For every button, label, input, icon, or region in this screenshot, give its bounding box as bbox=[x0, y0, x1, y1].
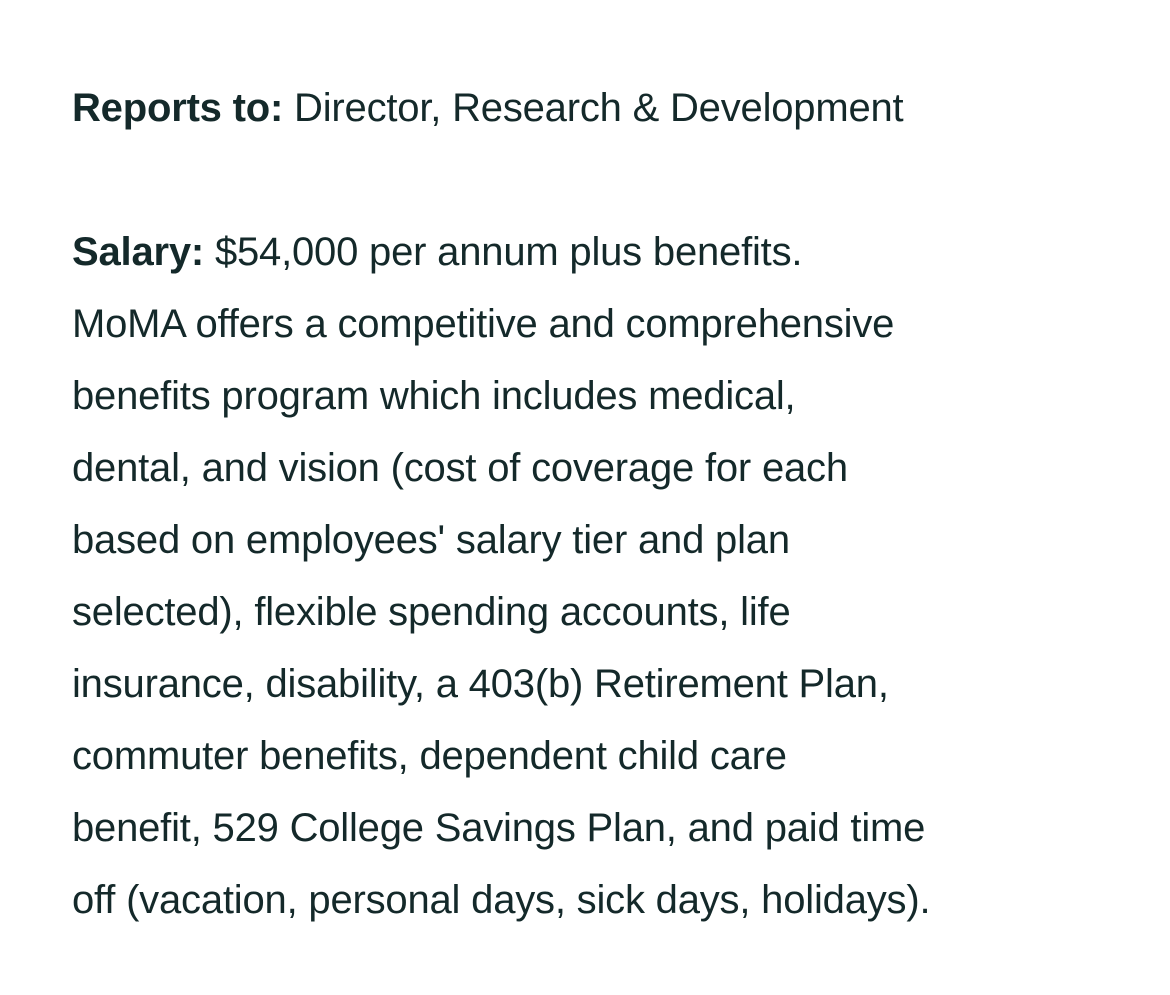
benefits-line: MoMA offers a competitive and comprehensive bbox=[72, 302, 895, 346]
salary-amount: $54,000 per annum plus benefits. bbox=[214, 230, 803, 274]
benefits-line: benefits program which includes medical, bbox=[72, 374, 796, 418]
salary-line-1 bbox=[72, 216, 1132, 288]
benefits-line: benefit, 529 College Savings Plan, and paid time bbox=[72, 806, 926, 850]
benefits-line: insurance, disability, a 403(b) Retirement Plan, bbox=[72, 662, 889, 706]
salary-label: Salary: bbox=[72, 230, 205, 274]
salary-paragraph bbox=[72, 216, 1132, 936]
reports-to-paragraph bbox=[72, 82, 903, 134]
reports-to-label: Reports to: bbox=[72, 86, 284, 130]
benefits-line: off (vacation, personal days, sick days, holidays). bbox=[72, 878, 931, 922]
reports-to-value: Director, Research & Development bbox=[294, 86, 904, 130]
benefits-line: based on employees' salary tier and plan bbox=[72, 518, 790, 562]
benefits-line: commuter benefits, dependent child care bbox=[72, 734, 787, 778]
benefits-line: selected), flexible spending accounts, life bbox=[72, 590, 791, 634]
benefits-line: dental, and vision (cost of coverage for each bbox=[72, 446, 848, 490]
